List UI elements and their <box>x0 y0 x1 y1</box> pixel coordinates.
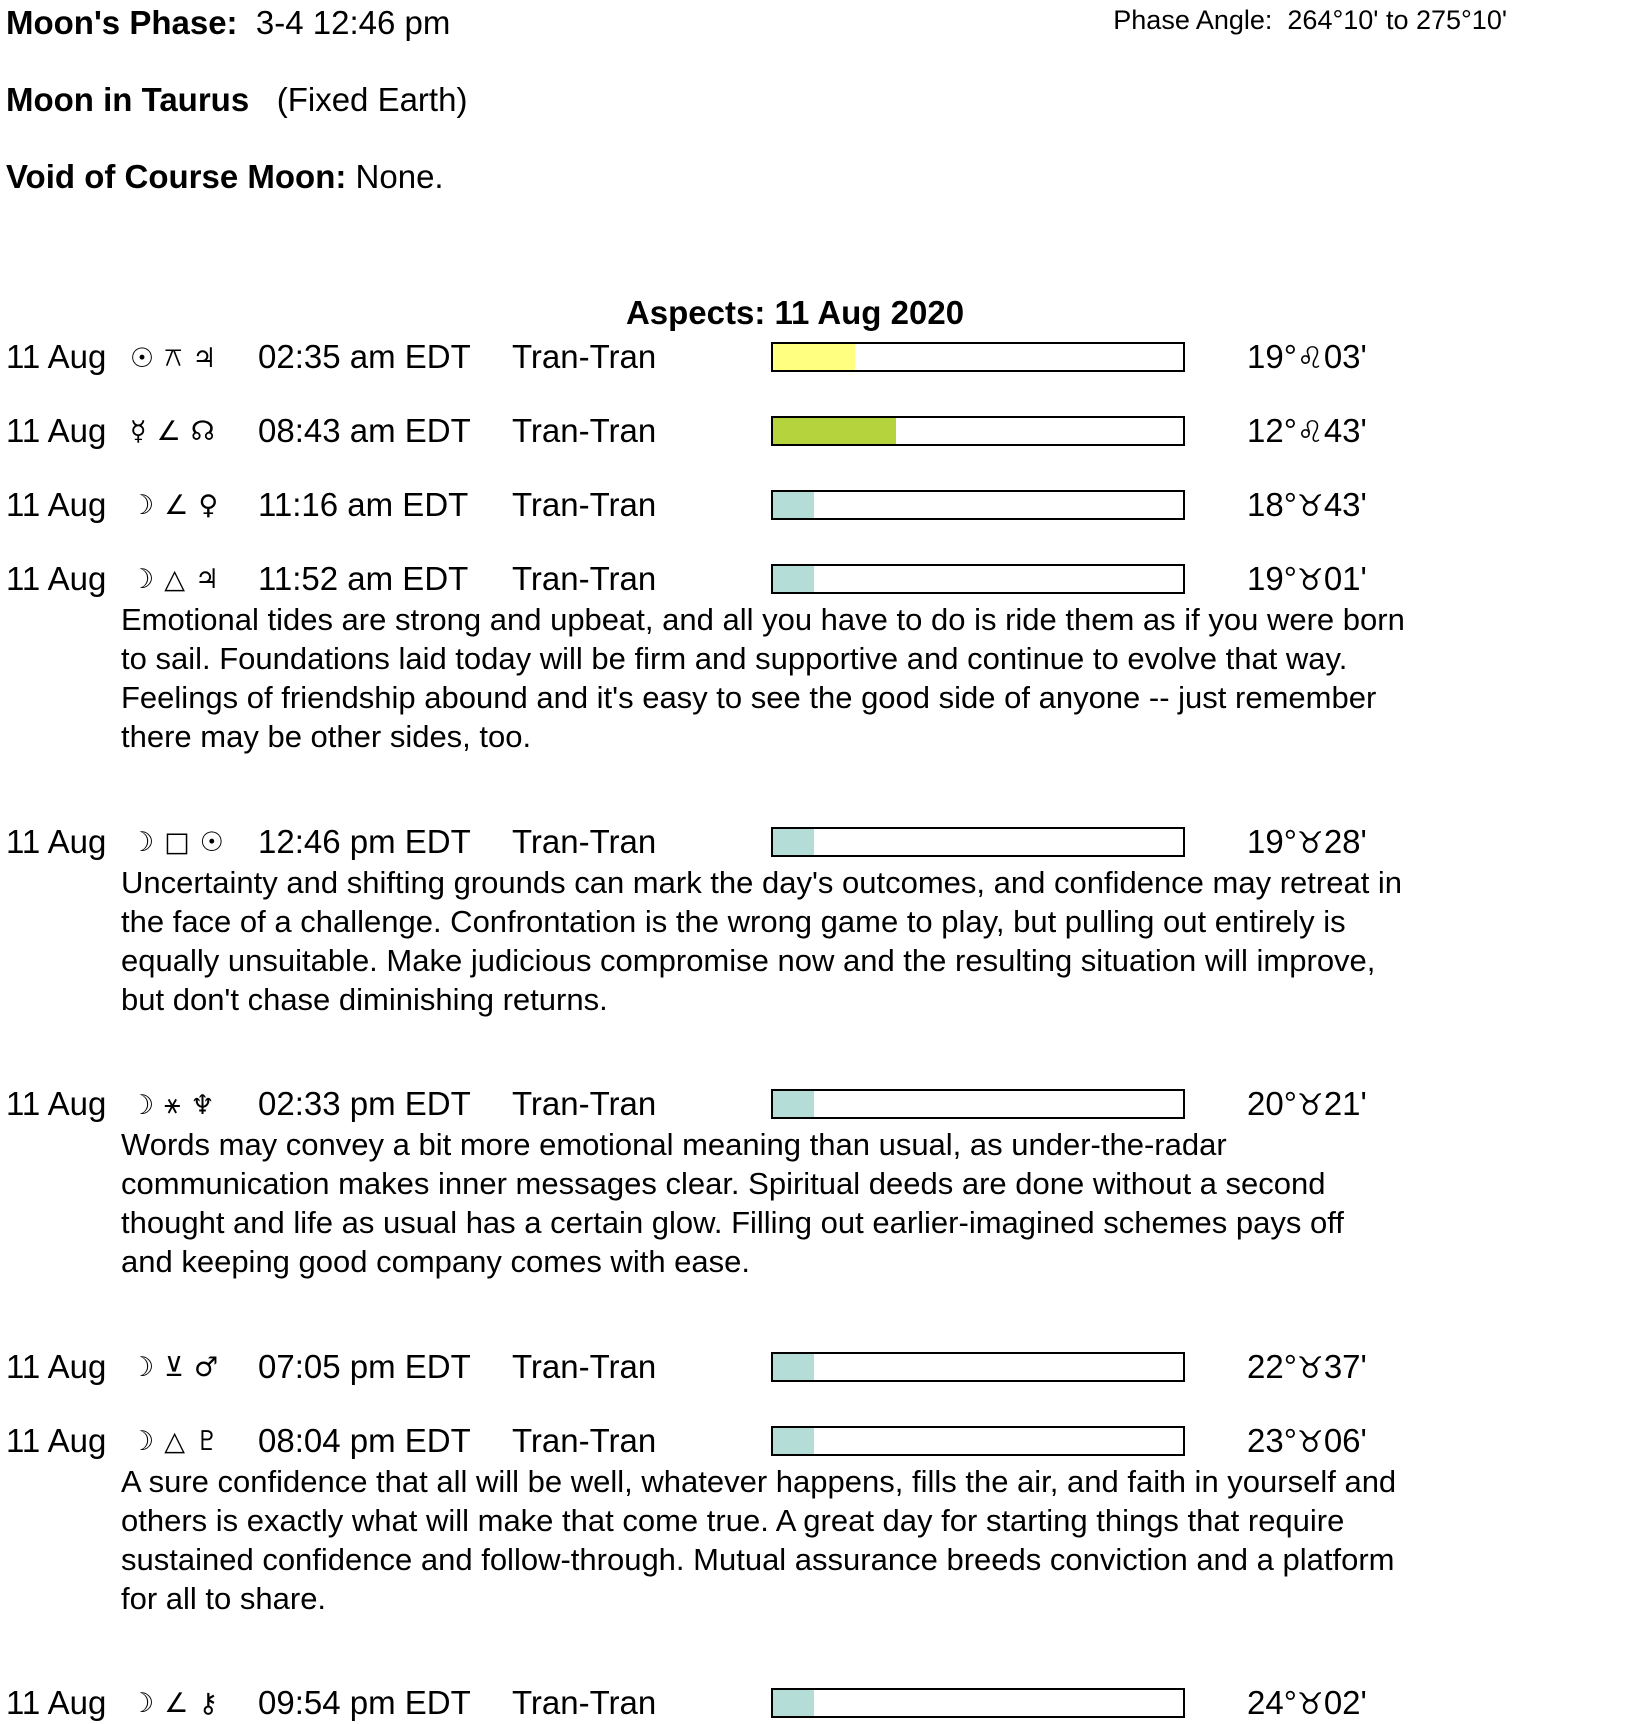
aspect-position <box>1247 560 1367 598</box>
aspect-date: 11 Aug <box>6 338 107 375</box>
description-line: equally unsuitable. Make judicious compromise now and the resulting situation will improve, <box>121 942 1376 978</box>
aspect-time: 08:43 am EDT <box>258 412 471 449</box>
description-line: for all to share. <box>121 1580 327 1616</box>
planet1-glyph-icon: ☽ <box>130 1688 155 1720</box>
planet2-glyph-icon: ♇ <box>194 1425 220 1457</box>
moon-phase-value: 3-4 12:46 pm <box>255 4 451 41</box>
aspect-row <box>0 823 1635 863</box>
aspect-glyph-icon: ⊻ <box>164 1351 184 1383</box>
aspect-position <box>1247 1085 1367 1123</box>
phase-angle: Phase Angle: 264°10' to 275°10' <box>1113 5 1507 35</box>
aspect-time: 02:33 pm EDT <box>258 1085 471 1123</box>
position-degree: 22° <box>1247 1347 1297 1385</box>
aspect-glyph-icon: △ <box>164 1425 185 1457</box>
aspect-glyph-icon: ∠ <box>164 490 189 521</box>
description-line: A sure confidence that all will be well, whatever happens, fills the air, and faith in yourself and <box>121 1463 1397 1499</box>
moon-sign-quality: (Fixed Earth) <box>276 81 468 118</box>
aspect-date: 11 Aug <box>6 412 107 449</box>
aspect-type: Tran-Tran <box>512 822 657 860</box>
moon-sign-line <box>6 81 467 119</box>
aspect-row <box>0 1684 1635 1724</box>
description-line: to sail. Foundations laid today will be firm and supportive and continue to evolve that way. <box>121 641 1348 676</box>
void-of-course-value: None. <box>355 158 444 195</box>
description-line: Words may convey a bit more emotional meaning than usual, as under-the-radar <box>121 1127 1227 1163</box>
aspect-glyphs <box>130 564 250 595</box>
aspect-glyphs <box>130 1089 250 1121</box>
aspect-time: 08:04 pm EDT <box>258 1421 471 1459</box>
aspect-time: 11:16 am EDT <box>258 486 469 523</box>
position-degree: 19° <box>1247 560 1297 597</box>
aspect-entry <box>0 338 1635 378</box>
description-line: sustained confidence and follow-through. Mutual assurance breeds conviction and a platform <box>121 1541 1395 1577</box>
aspect-date: 11 Aug <box>6 1085 107 1123</box>
position-minutes: 03' <box>1323 338 1367 375</box>
description-line: but don't chase diminishing returns. <box>121 981 608 1017</box>
planet1-glyph-icon: ☽ <box>130 1425 155 1457</box>
planet2-glyph-icon: ♆ <box>190 1089 215 1121</box>
aspect-time: 09:54 pm EDT <box>258 1684 471 1722</box>
strength-bar <box>771 564 1185 594</box>
aspect-description <box>121 1125 1571 1281</box>
aspect-entry <box>0 1422 1635 1618</box>
aspect-position <box>1247 1348 1367 1386</box>
aspect-type: Tran-Tran <box>512 1085 657 1123</box>
planet1-glyph-icon: ☿ <box>130 416 147 447</box>
aspect-type: Tran-Tran <box>512 486 657 523</box>
aspect-time: 12:46 pm EDT <box>258 822 471 860</box>
aspect-time: 11:52 am EDT <box>258 560 469 597</box>
position-minutes: 37' <box>1323 1347 1367 1385</box>
aspect-description <box>121 1462 1571 1618</box>
strength-bar-fill <box>773 418 896 444</box>
position-minutes: 43' <box>1323 486 1367 523</box>
strength-bar <box>771 1688 1185 1718</box>
planet2-glyph-icon: ☊ <box>190 416 215 447</box>
description-line: the face of a challenge. Confrontation is the wrong game to play, but pulling out entirely is <box>121 903 1346 939</box>
strength-bar <box>771 1426 1185 1456</box>
aspect-glyphs <box>130 1352 250 1383</box>
aspect-time: 02:35 am EDT <box>258 338 471 375</box>
planet1-glyph-icon: ☽ <box>130 1351 155 1383</box>
strength-bar-fill <box>773 344 855 370</box>
aspect-entry <box>0 823 1635 1019</box>
moon-sign-label: Moon in Taurus <box>6 81 250 118</box>
position-minutes: 21' <box>1323 1085 1367 1123</box>
zodiac-sign-icon: ♉ <box>1296 825 1324 861</box>
aspect-glyph-icon: ∠ <box>164 1688 189 1720</box>
aspect-entry <box>0 560 1635 756</box>
aspect-glyphs <box>130 1426 250 1457</box>
void-of-course-line <box>6 158 444 196</box>
aspect-position <box>1247 823 1367 861</box>
void-of-course-label: Void of Course Moon: <box>6 158 347 195</box>
position-degree: 18° <box>1247 486 1297 523</box>
description-line: others is exactly what will make that come true. A great day for starting things that require <box>121 1502 1345 1538</box>
aspect-position <box>1247 486 1367 524</box>
aspect-type: Tran-Tran <box>512 338 657 375</box>
aspect-description <box>121 863 1571 1019</box>
planet2-glyph-icon: ♀ <box>198 490 219 521</box>
aspect-row <box>0 486 1635 526</box>
position-minutes: 43' <box>1323 412 1367 449</box>
aspect-row <box>0 1348 1635 1388</box>
planet1-glyph-icon: ☽ <box>130 826 155 858</box>
position-degree: 19° <box>1247 822 1297 860</box>
strength-bar-fill <box>773 1354 814 1380</box>
zodiac-sign-icon: ♉ <box>1296 1088 1324 1124</box>
planet2-glyph-icon: ☉ <box>199 826 224 858</box>
position-degree: 23° <box>1247 1421 1297 1459</box>
position-degree: 12° <box>1247 412 1297 449</box>
strength-bar-fill <box>773 1428 814 1454</box>
aspect-position <box>1247 338 1367 376</box>
strength-bar <box>771 342 1185 372</box>
aspect-type: Tran-Tran <box>512 1421 657 1459</box>
aspect-row <box>0 560 1635 600</box>
description-line: thought and life as usual has a certain glow. Filling out earlier-imagined schemes pays off <box>121 1205 1344 1241</box>
position-degree: 20° <box>1247 1085 1297 1123</box>
zodiac-sign-icon: ♌ <box>1296 415 1324 450</box>
aspect-type: Tran-Tran <box>512 1684 657 1722</box>
position-degree: 24° <box>1247 1684 1297 1722</box>
zodiac-sign-icon: ♉ <box>1296 1350 1324 1386</box>
aspect-row <box>0 412 1635 452</box>
moon-phase-line <box>6 4 450 42</box>
aspect-row <box>0 1085 1635 1125</box>
aspect-description <box>121 600 1571 756</box>
description-line: Feelings of friendship abound and it's easy to see the good side of anyone -- just remember <box>121 680 1377 715</box>
description-line: there may be other sides, too. <box>121 719 532 754</box>
aspect-glyph-icon: ∠ <box>156 416 181 447</box>
aspect-position <box>1247 1422 1367 1460</box>
strength-bar <box>771 1352 1185 1382</box>
strength-bar-fill <box>773 829 814 855</box>
position-degree: 19° <box>1247 338 1297 375</box>
strength-bar-fill <box>773 566 814 592</box>
aspect-date: 11 Aug <box>6 486 107 523</box>
aspect-glyph-icon: □ <box>164 826 190 858</box>
strength-bar <box>771 416 1185 446</box>
aspect-position <box>1247 1684 1367 1722</box>
position-minutes: 02' <box>1323 1684 1367 1722</box>
aspect-glyphs <box>130 416 250 447</box>
aspect-date: 11 Aug <box>6 560 107 597</box>
aspect-entry <box>0 1348 1635 1388</box>
aspect-glyphs <box>130 827 250 858</box>
planet1-glyph-icon: ☽ <box>130 564 155 595</box>
aspect-type: Tran-Tran <box>512 412 657 449</box>
aspect-entry <box>0 412 1635 452</box>
aspect-glyphs <box>130 490 250 521</box>
position-minutes: 28' <box>1323 822 1367 860</box>
aspect-glyph-icon: ⚹ <box>164 1089 181 1121</box>
aspect-date: 11 Aug <box>6 1421 107 1459</box>
aspects-title: Aspects: 11 Aug 2020 <box>625 294 965 331</box>
aspect-position <box>1247 412 1367 450</box>
moon-phase-label: Moon's Phase: <box>6 4 238 41</box>
planet2-glyph-icon: ♃ <box>192 342 217 374</box>
strength-bar-fill <box>773 1690 814 1716</box>
zodiac-sign-icon: ♉ <box>1296 1687 1324 1723</box>
description-line: Emotional tides are strong and upbeat, and all you have to do is ride them as if you were born <box>121 602 1405 637</box>
zodiac-sign-icon: ♉ <box>1296 1424 1324 1460</box>
strength-bar <box>771 1089 1185 1119</box>
aspect-date: 11 Aug <box>6 822 107 860</box>
strength-bar-fill <box>773 492 814 518</box>
position-minutes: 01' <box>1323 560 1367 597</box>
aspect-row <box>0 338 1635 378</box>
description-line: Uncertainty and shifting grounds can mark the day's outcomes, and confidence may retreat in <box>121 864 1403 900</box>
aspect-date: 11 Aug <box>6 1684 107 1722</box>
aspect-row <box>0 1422 1635 1462</box>
strength-bar <box>771 490 1185 520</box>
planet1-glyph-icon: ☽ <box>130 1089 155 1121</box>
aspect-entry <box>0 1684 1635 1724</box>
description-line: communication makes inner messages clear. Spiritual deeds are done without a second <box>121 1166 1326 1202</box>
aspect-glyphs <box>130 1688 250 1719</box>
aspect-date: 11 Aug <box>6 1347 107 1385</box>
strength-bar <box>771 827 1185 857</box>
aspect-glyphs <box>130 342 250 374</box>
zodiac-sign-icon: ♉ <box>1296 489 1324 524</box>
planet2-glyph-icon: ♃ <box>194 564 220 595</box>
zodiac-sign-icon: ♉ <box>1296 563 1324 598</box>
zodiac-sign-icon: ♌ <box>1296 341 1324 376</box>
aspect-glyph-icon: △ <box>164 564 185 595</box>
planet2-glyph-icon: ⚷ <box>198 1688 219 1720</box>
aspect-type: Tran-Tran <box>512 560 657 597</box>
planet1-glyph-icon: ☽ <box>130 490 155 521</box>
planet1-glyph-icon: ☉ <box>130 342 155 374</box>
strength-bar-fill <box>773 1091 814 1117</box>
aspect-type: Tran-Tran <box>512 1347 657 1385</box>
position-minutes: 06' <box>1323 1421 1367 1459</box>
description-line: and keeping good company comes with ease. <box>121 1244 751 1280</box>
aspect-entry <box>0 486 1635 526</box>
aspect-time: 07:05 pm EDT <box>258 1347 471 1385</box>
aspect-entry <box>0 1085 1635 1281</box>
planet2-glyph-icon: ♂ <box>193 1351 219 1383</box>
aspect-glyph-icon: ⚻ <box>164 342 183 373</box>
